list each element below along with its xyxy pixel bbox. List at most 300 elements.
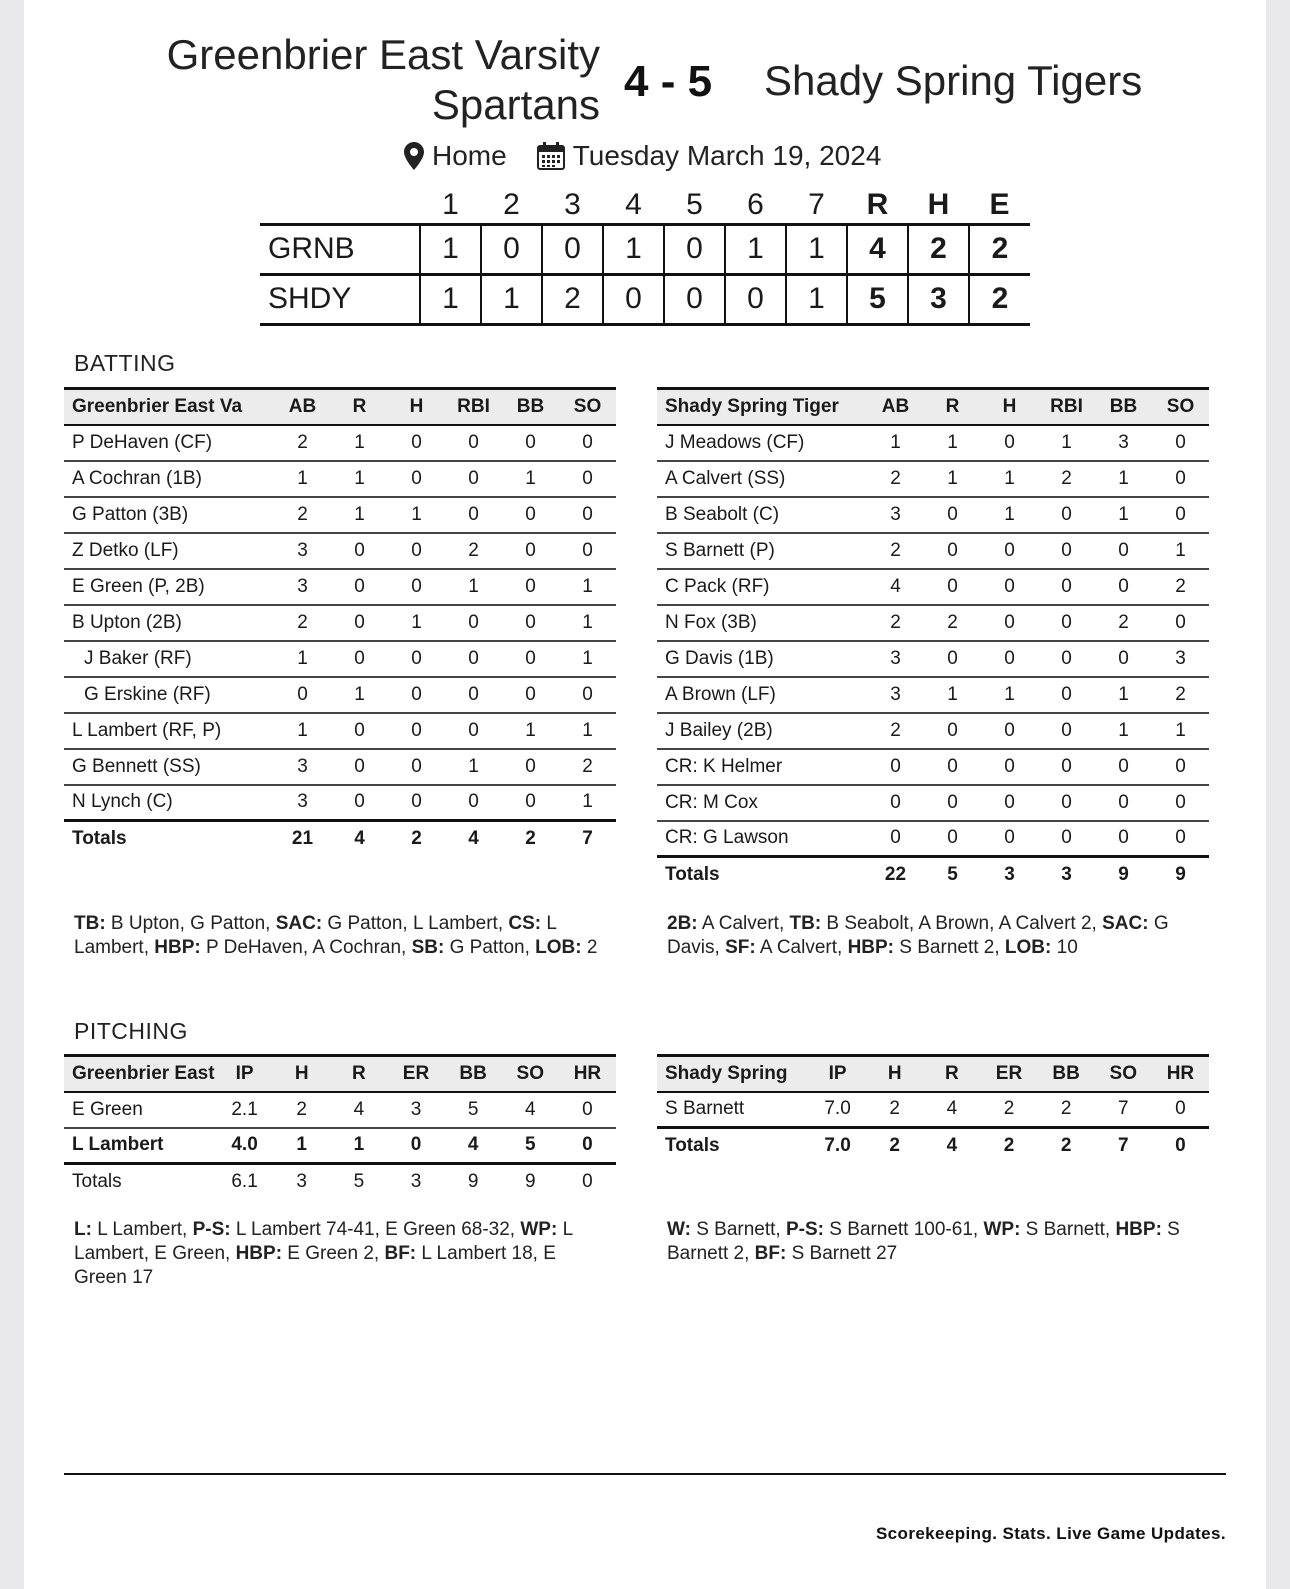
stat-value: 0 — [331, 605, 388, 641]
total-value: 3 — [1061, 864, 1072, 886]
stat-value: 3 — [274, 569, 331, 605]
stat-value: 2 — [1152, 569, 1209, 605]
player-row — [64, 785, 616, 821]
stat-value: 2 — [980, 1092, 1037, 1128]
stat-value: 0 — [1095, 785, 1152, 821]
stat-value: 0 — [924, 497, 981, 533]
total-value: 5 — [353, 1171, 365, 1193]
inning-score: 1 — [481, 274, 542, 324]
away-pitching-notes — [667, 1218, 1212, 1266]
stat-column-header: HR — [573, 1062, 602, 1084]
stat-value: 1 — [924, 461, 981, 497]
total-value: 21 — [291, 828, 314, 850]
total-value: 3 — [410, 1171, 422, 1193]
stat-value: 2 — [924, 605, 981, 641]
stat-column-header: HR — [1166, 1062, 1195, 1084]
stat-value: 0 — [1038, 497, 1095, 533]
stat-value: 5 — [445, 1092, 502, 1128]
player-row — [657, 677, 1209, 713]
stat-value: 0 — [1038, 821, 1095, 857]
stat-value: 0 — [445, 425, 502, 461]
stat-value: 0 — [867, 749, 924, 785]
stat-value: 0 — [445, 497, 502, 533]
stat-value: 1 — [981, 461, 1038, 497]
player-name: G Bennett (SS) — [64, 749, 274, 785]
note-label: BF: — [384, 1243, 417, 1264]
team-abbrev: GRNB — [268, 232, 355, 265]
inning-header: 6 — [747, 188, 764, 222]
stat-value: 1 — [1038, 425, 1095, 461]
note-text: L Lambert 74-41, E Green 68-32, — [230, 1219, 521, 1240]
player-row — [64, 569, 616, 605]
stat-value: 2 — [867, 713, 924, 749]
stat-value: 0 — [981, 785, 1038, 821]
player-name: A Brown (LF) — [657, 677, 867, 713]
away-team-name: Shady Spring Tigers — [764, 57, 1143, 104]
stat-value: 1 — [981, 497, 1038, 533]
home-team-name: Greenbrier East Varsity Spartans — [166, 31, 600, 128]
inning-score: 1 — [420, 274, 481, 324]
team-column-header: Greenbrier East Va — [72, 395, 243, 417]
total-value: 2 — [889, 1135, 900, 1157]
note-text: 2 — [581, 937, 598, 958]
note-text: B Seabolt, A Brown, A Calvert 2, — [821, 913, 1103, 934]
stat-value: 3 — [867, 677, 924, 713]
stat-value: 2 — [867, 605, 924, 641]
inning-score: 1 — [725, 224, 786, 274]
stat-value: 2.1 — [216, 1092, 273, 1128]
note-text: S Barnett 100-61, — [823, 1219, 984, 1240]
inning-score: 0 — [481, 224, 542, 274]
player-name: B Upton (2B) — [64, 605, 274, 641]
stat-value: 0 — [981, 641, 1038, 677]
total-value: 2 — [525, 828, 536, 850]
note-text: L Lambert, — [91, 1219, 193, 1240]
total-value: 4 — [354, 828, 365, 850]
stat-value: 1 — [924, 677, 981, 713]
stat-column-header: SO — [1109, 1062, 1137, 1084]
player-name: CR: G Lawson — [657, 821, 867, 857]
footer-divider — [64, 1473, 1226, 1475]
line-score-header — [260, 188, 1030, 224]
stat-value: 0 — [445, 713, 502, 749]
stat-value: 0 — [1152, 1092, 1209, 1128]
stat-value: 1 — [981, 677, 1038, 713]
note-label: WP: — [983, 1219, 1021, 1240]
stat-value: 0 — [1152, 821, 1209, 857]
stat-value: 0 — [981, 425, 1038, 461]
footer-tagline: Scorekeeping. Stats. Live Game Updates. — [875, 1524, 1226, 1543]
stat-value: 0 — [331, 641, 388, 677]
note-text: L Lambert 18, E Green 17 — [74, 1243, 556, 1288]
stat-column-header: SO — [1166, 395, 1195, 417]
stat-value: 1 — [331, 461, 388, 497]
total-value: 9 — [1118, 864, 1129, 886]
stat-value: 0 — [445, 641, 502, 677]
player-name: S Barnett (P) — [657, 533, 867, 569]
stat-value: 0 — [981, 605, 1038, 641]
totals-label: Totals — [72, 1171, 122, 1193]
line-score-row — [260, 224, 1030, 274]
stat-value: 1 — [445, 749, 502, 785]
game-date: Tuesday March 19, 2024 — [572, 140, 882, 171]
stat-value: 0 — [445, 677, 502, 713]
stat-value: 4 — [330, 1092, 387, 1128]
stat-column-header: RBI — [457, 395, 490, 417]
player-name: L Lambert — [64, 1128, 216, 1164]
total-value: 3 — [1004, 864, 1015, 886]
errors-total: 2 — [969, 274, 1030, 324]
stat-value: 3 — [274, 749, 331, 785]
note-text: E Green 2, — [282, 1243, 385, 1264]
total-value: 9 — [524, 1171, 536, 1193]
note-label: HBP: — [1115, 1219, 1162, 1240]
player-row — [657, 605, 1209, 641]
inning-score: 0 — [664, 274, 725, 324]
player-name: N Lynch (C) — [64, 785, 274, 821]
stat-value: 1 — [445, 569, 502, 605]
home-pitching-notes — [74, 1218, 594, 1290]
inning-header: 1 — [442, 188, 459, 222]
stat-value: 0 — [331, 569, 388, 605]
stat-value: 1 — [1095, 713, 1152, 749]
inning-score: 1 — [420, 224, 481, 274]
note-text: G Patton, L Lambert, — [322, 913, 509, 934]
note-text: S Barnett 27 — [786, 1243, 898, 1264]
hits-total: 3 — [908, 274, 969, 324]
stat-value: 1 — [331, 497, 388, 533]
total-value: 4 — [946, 1135, 958, 1157]
stat-value: 0 — [559, 677, 616, 713]
stat-value: 0 — [1095, 749, 1152, 785]
stat-value: 0 — [331, 749, 388, 785]
stat-column-header: H — [294, 1062, 309, 1084]
player-row — [64, 1128, 616, 1164]
stat-value: 0 — [981, 533, 1038, 569]
inning-score: 0 — [603, 274, 664, 324]
stat-value: 0 — [1152, 497, 1209, 533]
note-label: L: — [74, 1219, 92, 1240]
stat-value: 0 — [388, 785, 445, 821]
stat-value: 0 — [388, 641, 445, 677]
stat-value: 1 — [273, 1128, 330, 1164]
stat-value: 7.0 — [809, 1092, 866, 1128]
inning-score: 1 — [786, 274, 847, 324]
stat-value: 0 — [924, 713, 981, 749]
stat-value: 1 — [559, 785, 616, 821]
player-name: J Bailey (2B) — [657, 713, 867, 749]
stat-value: 4 — [502, 1092, 559, 1128]
away-batting-table — [657, 387, 1209, 893]
player-name: G Patton (3B) — [64, 497, 274, 533]
player-row — [64, 461, 616, 497]
note-label: SB: — [411, 937, 445, 958]
stat-value: 5 — [502, 1128, 559, 1164]
totals-row — [657, 1128, 1209, 1164]
note-text: P DeHaven, A Cochran, — [200, 937, 412, 958]
runs-header: R — [866, 188, 889, 222]
totals-row — [64, 1164, 616, 1200]
stat-value: 2 — [1095, 605, 1152, 641]
stat-value: 1 — [1095, 497, 1152, 533]
stat-value: 4 — [445, 1128, 502, 1164]
total-value: 9 — [1175, 864, 1186, 886]
stat-column-header: ER — [995, 1062, 1023, 1084]
stat-value: 2 — [867, 461, 924, 497]
note-label: TB: — [789, 913, 822, 934]
stat-value: 1 — [274, 461, 331, 497]
stat-value: 2 — [1038, 461, 1095, 497]
total-value: 22 — [884, 864, 907, 886]
game-header — [24, 30, 1266, 140]
stat-column-header: IP — [828, 1062, 847, 1084]
stat-value: 2 — [559, 749, 616, 785]
stat-value: 1 — [502, 461, 559, 497]
stat-value: 2 — [867, 533, 924, 569]
stat-value: 3 — [274, 785, 331, 821]
note-text: A Calvert, — [755, 937, 848, 958]
stat-column-header: H — [1002, 395, 1017, 417]
inning-score: 2 — [542, 274, 603, 324]
stat-value: 0 — [445, 785, 502, 821]
total-value: 2 — [1060, 1135, 1072, 1157]
stat-value: 3 — [867, 497, 924, 533]
stat-value: 3 — [274, 533, 331, 569]
stat-value: 2 — [1152, 677, 1209, 713]
stat-value: 0 — [331, 533, 388, 569]
stat-value: 0 — [559, 461, 616, 497]
stat-value: 0 — [559, 533, 616, 569]
note-text: S Barnett, — [1020, 1219, 1116, 1240]
stat-value: 0 — [1152, 461, 1209, 497]
stat-value: 2 — [274, 497, 331, 533]
stat-column-header: R — [944, 1062, 959, 1084]
totals-label: Totals — [665, 1135, 720, 1157]
stat-column-header: BB — [1052, 1062, 1080, 1084]
player-row — [64, 677, 616, 713]
note-label: TB: — [74, 913, 106, 934]
runs-total: 4 — [847, 224, 908, 274]
player-name: G Erskine (RF) — [64, 677, 274, 713]
note-text: B Upton, G Patton, — [105, 913, 276, 934]
line-score-row — [260, 274, 1030, 324]
total-value: 6.1 — [231, 1171, 258, 1193]
note-label: HBP: — [154, 937, 201, 958]
inning-header: 5 — [686, 188, 703, 222]
player-name: E Green (P, 2B) — [64, 569, 274, 605]
stat-value: 3 — [387, 1092, 444, 1128]
line-score-table — [260, 188, 1030, 326]
note-label: 2B: — [667, 913, 698, 934]
stat-column-header: BB — [459, 1062, 487, 1084]
stat-value: 0 — [387, 1128, 444, 1164]
inning-header: 7 — [808, 188, 825, 222]
note-label: P-S: — [785, 1219, 824, 1240]
player-row — [657, 713, 1209, 749]
note-label: LOB: — [1004, 937, 1052, 958]
stat-value: 0 — [924, 821, 981, 857]
table-header-row — [64, 1056, 616, 1092]
inning-header: 2 — [503, 188, 520, 222]
stat-column-header: R — [351, 1062, 366, 1084]
totals-row — [64, 821, 616, 857]
stat-value: 0 — [1038, 749, 1095, 785]
stat-value: 1 — [330, 1128, 387, 1164]
stat-value: 4.0 — [216, 1128, 273, 1164]
stat-value: 3 — [1152, 641, 1209, 677]
stat-value: 0 — [502, 425, 559, 461]
player-row — [64, 425, 616, 461]
stat-value: 0 — [867, 785, 924, 821]
home-pitching-table — [64, 1054, 616, 1200]
player-name: B Seabolt (C) — [657, 497, 867, 533]
batting-section-title: BATTING — [74, 350, 176, 376]
stat-column-header: H — [887, 1062, 902, 1084]
total-value: 3 — [296, 1171, 307, 1193]
player-name: CR: M Cox — [657, 785, 867, 821]
player-name: P DeHaven (CF) — [64, 425, 274, 461]
note-text: G Davis, — [667, 913, 1169, 958]
stat-value: 0 — [502, 641, 559, 677]
stat-value: 0 — [1038, 641, 1095, 677]
stat-column-header: BB — [1109, 395, 1138, 417]
player-name: A Cochran (1B) — [64, 461, 274, 497]
note-text: 10 — [1051, 937, 1078, 958]
stat-value: 0 — [559, 1092, 616, 1128]
inning-header: 4 — [625, 188, 642, 222]
stat-value: 0 — [1152, 425, 1209, 461]
stat-value: 0 — [1095, 569, 1152, 605]
note-label: SAC: — [1102, 913, 1149, 934]
team-column-header: Shady Spring Tiger — [665, 395, 839, 417]
stat-value: 0 — [331, 785, 388, 821]
stat-value: 0 — [502, 569, 559, 605]
stat-value: 0 — [924, 569, 981, 605]
player-name: A Calvert (SS) — [657, 461, 867, 497]
note-label: SAC: — [275, 913, 323, 934]
player-row — [657, 785, 1209, 821]
stat-value: 0 — [388, 569, 445, 605]
table-header-row — [64, 389, 616, 425]
player-row — [64, 497, 616, 533]
stat-value: 2 — [445, 533, 502, 569]
stat-value: 1 — [388, 605, 445, 641]
note-text: G Patton, — [444, 937, 536, 958]
stat-value: 7 — [1095, 1092, 1152, 1128]
stat-value: 1 — [274, 713, 331, 749]
player-row — [657, 569, 1209, 605]
stat-value: 4 — [867, 569, 924, 605]
note-label: P-S: — [192, 1219, 231, 1240]
stat-value: 0 — [981, 713, 1038, 749]
stat-value: 2 — [274, 425, 331, 461]
stat-value: 2 — [273, 1092, 330, 1128]
stat-value: 2 — [866, 1092, 923, 1128]
inning-score: 1 — [603, 224, 664, 274]
total-value: 0 — [582, 1171, 593, 1193]
box-score-page — [24, 0, 1266, 1589]
pitching-section-title: PITCHING — [74, 1018, 188, 1044]
home-batting-table — [64, 387, 616, 857]
stat-value: 1 — [502, 713, 559, 749]
stat-column-header: SO — [573, 395, 602, 417]
stat-value: 0 — [924, 641, 981, 677]
player-row — [657, 749, 1209, 785]
away-pitching-table — [657, 1054, 1209, 1164]
stat-value: 1 — [867, 425, 924, 461]
inning-header: 3 — [564, 188, 581, 222]
player-row — [64, 713, 616, 749]
stat-value: 0 — [981, 821, 1038, 857]
stat-value: 0 — [1038, 533, 1095, 569]
note-label: HBP: — [235, 1243, 283, 1264]
stat-value: 0 — [1038, 605, 1095, 641]
runs-total: 5 — [847, 274, 908, 324]
stat-value: 0 — [388, 677, 445, 713]
total-value: 2 — [411, 828, 422, 850]
hits-total: 2 — [908, 224, 969, 274]
stat-value: 4 — [923, 1092, 980, 1128]
note-label: SF: — [725, 937, 756, 958]
stat-value: 1 — [924, 425, 981, 461]
map-pin-icon — [404, 142, 424, 170]
stat-value: 2 — [1038, 1092, 1095, 1128]
stat-value: 0 — [388, 749, 445, 785]
stat-value: 0 — [388, 425, 445, 461]
total-value: 7.0 — [824, 1135, 851, 1157]
stat-value: 2 — [274, 605, 331, 641]
stat-column-header: R — [945, 395, 960, 417]
stat-value: 0 — [502, 785, 559, 821]
stat-value: 0 — [445, 461, 502, 497]
stat-value: 1 — [331, 677, 388, 713]
stat-value: 1 — [559, 713, 616, 749]
note-label: BF: — [754, 1243, 787, 1264]
total-value: 7 — [582, 828, 593, 850]
player-name: C Pack (RF) — [657, 569, 867, 605]
stat-value: 0 — [1095, 641, 1152, 677]
player-name: Z Detko (LF) — [64, 533, 274, 569]
stat-column-header: SO — [516, 1062, 544, 1084]
inning-score: 1 — [786, 224, 847, 274]
stat-value: 0 — [502, 677, 559, 713]
away-batting-notes — [667, 912, 1212, 960]
player-row — [657, 821, 1209, 857]
stat-value: 0 — [445, 605, 502, 641]
player-row — [657, 461, 1209, 497]
stat-column-header: AB — [288, 395, 317, 417]
stat-value: 0 — [502, 605, 559, 641]
calendar-icon — [537, 142, 565, 170]
inning-score: 0 — [542, 224, 603, 274]
stat-value: 0 — [1038, 713, 1095, 749]
player-row — [64, 533, 616, 569]
player-row — [64, 605, 616, 641]
total-value: 7 — [1117, 1135, 1129, 1157]
stat-value: 0 — [559, 425, 616, 461]
team-column-header: Greenbrier East — [72, 1062, 215, 1084]
stat-value: 1 — [388, 497, 445, 533]
totals-label: Totals — [665, 864, 720, 886]
note-label: W: — [667, 1219, 691, 1240]
stat-column-header: IP — [235, 1062, 254, 1084]
team-abbrev: SHDY — [268, 282, 352, 315]
player-row — [657, 425, 1209, 461]
note-text: A Calvert, — [697, 913, 790, 934]
stat-value: 3 — [867, 641, 924, 677]
stat-value: 0 — [1095, 821, 1152, 857]
stat-value: 0 — [1152, 749, 1209, 785]
